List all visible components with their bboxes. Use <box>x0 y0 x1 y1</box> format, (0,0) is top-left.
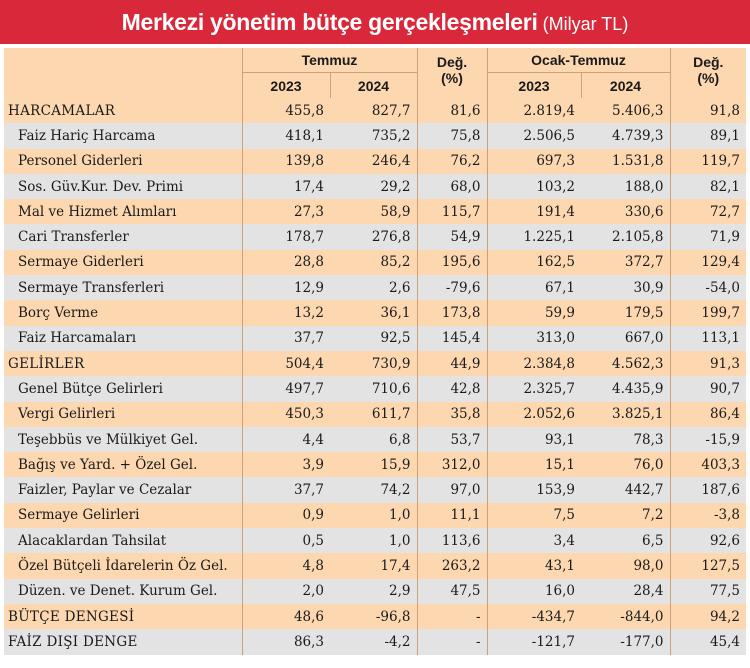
cell-t23: 37,7 <box>242 477 330 502</box>
cell-o24: 6,5 <box>581 528 670 553</box>
year-header-2023: 2023 <box>487 73 581 99</box>
cell-tc: 195,6 <box>417 250 487 275</box>
cell-t24: 29,2 <box>330 174 417 199</box>
change-header-ocak-temmuz <box>670 48 746 98</box>
cell-o23: 2.384,8 <box>487 351 581 376</box>
cell-o24: 442,7 <box>581 477 670 502</box>
cell-tc: 68,0 <box>417 174 487 199</box>
cell-t24: 6,8 <box>330 427 417 452</box>
cell-tc: 44,9 <box>417 351 487 376</box>
table-row <box>4 199 746 224</box>
cell-o23: 1.225,1 <box>487 224 581 249</box>
row-label: Bağış ve Yard. + Özel Gel. <box>4 452 242 477</box>
row-label: Cari Transferler <box>4 224 242 249</box>
table-row <box>4 528 746 553</box>
table-row <box>4 250 746 275</box>
cell-t23: 37,7 <box>242 326 330 351</box>
row-label: Sermaye Transferleri <box>4 275 242 300</box>
table-body <box>4 98 746 655</box>
cell-o24: 1.531,8 <box>581 149 670 174</box>
cell-o23: 162,5 <box>487 250 581 275</box>
cell-o23: 67,1 <box>487 275 581 300</box>
cell-oc: 71,9 <box>670 224 746 249</box>
cell-tc: 76,2 <box>417 149 487 174</box>
row-label: Özel Bütçeli İdarelerin Öz Gel. <box>4 553 242 578</box>
cell-tc: 11,1 <box>417 503 487 528</box>
cell-t24: 827,7 <box>330 98 417 123</box>
cell-o24: 98,0 <box>581 553 670 578</box>
cell-o24: -177,0 <box>581 629 670 654</box>
cell-t24: 2,6 <box>330 275 417 300</box>
title-unit: (Milyar TL) <box>542 14 629 34</box>
cell-oc: 92,6 <box>670 528 746 553</box>
cell-o23: 7,5 <box>487 503 581 528</box>
table-row <box>4 376 746 401</box>
page-title <box>0 0 750 44</box>
cell-t23: 497,7 <box>242 376 330 401</box>
cell-o24: 372,7 <box>581 250 670 275</box>
row-label: Düzen. ve Denet. Kurum Gel. <box>4 579 242 604</box>
table-row <box>4 149 746 174</box>
cell-t24: 17,4 <box>330 553 417 578</box>
cell-o23: 2.325,7 <box>487 376 581 401</box>
cell-t23: 455,8 <box>242 98 330 123</box>
cell-o24: 7,2 <box>581 503 670 528</box>
cell-t23: 48,6 <box>242 604 330 629</box>
row-label: Faiz Hariç Harcama <box>4 123 242 148</box>
cell-tc: 47,5 <box>417 579 487 604</box>
cell-o23: 43,1 <box>487 553 581 578</box>
cell-oc: 187,6 <box>670 477 746 502</box>
cell-oc: 82,1 <box>670 174 746 199</box>
year-header-2024: 2024 <box>581 73 670 99</box>
cell-tc: 42,8 <box>417 376 487 401</box>
cell-t23: 3,9 <box>242 452 330 477</box>
cell-o24: 78,3 <box>581 427 670 452</box>
change-header-label: Değ. <box>693 54 724 70</box>
cell-t24: 58,9 <box>330 199 417 224</box>
table-row <box>4 553 746 578</box>
cell-t23: 28,8 <box>242 250 330 275</box>
row-label: Alacaklardan Tahsilat <box>4 528 242 553</box>
cell-t23: 12,9 <box>242 275 330 300</box>
cell-t23: 0,5 <box>242 528 330 553</box>
cell-oc: 91,3 <box>670 351 746 376</box>
cell-oc: 119,7 <box>670 149 746 174</box>
cell-oc: 129,4 <box>670 250 746 275</box>
change-header-temmuz <box>417 48 487 98</box>
title-main: Merkezi yönetim bütçe gerçekleşmeleri <box>121 9 538 35</box>
group-header-ocak-temmuz: Ocak-Temmuz <box>487 48 670 73</box>
cell-t24: 735,2 <box>330 123 417 148</box>
table-row <box>4 402 746 427</box>
cell-tc: -79,6 <box>417 275 487 300</box>
cell-t23: 4,8 <box>242 553 330 578</box>
cell-t24: -96,8 <box>330 604 417 629</box>
cell-o23: 153,9 <box>487 477 581 502</box>
cell-o24: 5.406,3 <box>581 98 670 123</box>
cell-o23: -434,7 <box>487 604 581 629</box>
table-row <box>4 174 746 199</box>
cell-oc: -15,9 <box>670 427 746 452</box>
cell-oc: 77,5 <box>670 579 746 604</box>
cell-o23: 2.052,6 <box>487 402 581 427</box>
cell-o23: -121,7 <box>487 629 581 654</box>
cell-t23: 504,4 <box>242 351 330 376</box>
cell-t24: 1,0 <box>330 503 417 528</box>
cell-t24: 85,2 <box>330 250 417 275</box>
cell-oc: 127,5 <box>670 553 746 578</box>
cell-o24: 4.739,3 <box>581 123 670 148</box>
cell-o24: 28,4 <box>581 579 670 604</box>
cell-t24: -4,2 <box>330 629 417 654</box>
cell-tc: 53,7 <box>417 427 487 452</box>
cell-o23: 697,3 <box>487 149 581 174</box>
row-label: Borç Verme <box>4 300 242 325</box>
cell-t24: 74,2 <box>330 477 417 502</box>
cell-o23: 313,0 <box>487 326 581 351</box>
cell-oc: 86,4 <box>670 402 746 427</box>
table-row <box>4 579 746 604</box>
cell-t23: 17,4 <box>242 174 330 199</box>
table-row <box>4 629 746 654</box>
change-header-unit: (%) <box>697 70 720 86</box>
cell-t24: 2,9 <box>330 579 417 604</box>
cell-t23: 2,0 <box>242 579 330 604</box>
cell-tc: 115,7 <box>417 199 487 224</box>
cell-o24: 188,0 <box>581 174 670 199</box>
cell-oc: 72,7 <box>670 199 746 224</box>
cell-tc: 263,2 <box>417 553 487 578</box>
cell-oc: 90,7 <box>670 376 746 401</box>
table-row <box>4 477 746 502</box>
year-header-2024: 2024 <box>330 73 417 99</box>
table-row <box>4 452 746 477</box>
cell-t24: 92,5 <box>330 326 417 351</box>
label-header-cell <box>4 48 242 98</box>
row-label: Sermaye Giderleri <box>4 250 242 275</box>
cell-o24: 667,0 <box>581 326 670 351</box>
change-header-label: Değ. <box>436 54 468 70</box>
row-label: Vergi Gelirleri <box>4 402 242 427</box>
cell-o23: 191,4 <box>487 199 581 224</box>
year-header-2023: 2023 <box>242 73 330 99</box>
row-label: Faiz Harcamaları <box>4 326 242 351</box>
row-label: Mal ve Hizmet Alımları <box>4 199 242 224</box>
cell-t24: 246,4 <box>330 149 417 174</box>
row-label: HARCAMALAR <box>4 98 242 123</box>
cell-tc: 312,0 <box>417 452 487 477</box>
change-header-unit: (%) <box>441 70 463 86</box>
cell-oc: 94,2 <box>670 604 746 629</box>
cell-t23: 178,7 <box>242 224 330 249</box>
table-row <box>4 351 746 376</box>
cell-t23: 418,1 <box>242 123 330 148</box>
cell-o24: -844,0 <box>581 604 670 629</box>
cell-t24: 710,6 <box>330 376 417 401</box>
cell-o23: 59,9 <box>487 300 581 325</box>
table-row <box>4 224 746 249</box>
cell-o24: 30,9 <box>581 275 670 300</box>
cell-o23: 2.506,5 <box>487 123 581 148</box>
cell-oc: -3,8 <box>670 503 746 528</box>
budget-table <box>4 48 746 655</box>
cell-o23: 103,2 <box>487 174 581 199</box>
cell-o24: 179,5 <box>581 300 670 325</box>
cell-oc: 45,4 <box>670 629 746 654</box>
cell-oc: -54,0 <box>670 275 746 300</box>
row-label: FAİZ DIŞI DENGE <box>4 629 242 654</box>
cell-tc: - <box>417 604 487 629</box>
table-row <box>4 300 746 325</box>
cell-tc: 75,8 <box>417 123 487 148</box>
cell-o23: 93,1 <box>487 427 581 452</box>
cell-o24: 4.562,3 <box>581 351 670 376</box>
cell-o24: 4.435,9 <box>581 376 670 401</box>
cell-o24: 3.825,1 <box>581 402 670 427</box>
cell-tc: - <box>417 629 487 654</box>
cell-o24: 2.105,8 <box>581 224 670 249</box>
cell-t23: 13,2 <box>242 300 330 325</box>
cell-t24: 730,9 <box>330 351 417 376</box>
cell-tc: 35,8 <box>417 402 487 427</box>
row-label: Sermaye Gelirleri <box>4 503 242 528</box>
cell-o24: 330,6 <box>581 199 670 224</box>
cell-t23: 4,4 <box>242 427 330 452</box>
cell-tc: 173,8 <box>417 300 487 325</box>
table-row <box>4 326 746 351</box>
table-row <box>4 275 746 300</box>
cell-o23: 3,4 <box>487 528 581 553</box>
cell-t24: 611,7 <box>330 402 417 427</box>
cell-tc: 97,0 <box>417 477 487 502</box>
cell-t24: 36,1 <box>330 300 417 325</box>
cell-oc: 113,1 <box>670 326 746 351</box>
cell-oc: 403,3 <box>670 452 746 477</box>
row-label: GELİRLER <box>4 351 242 376</box>
table-row <box>4 98 746 123</box>
cell-oc: 199,7 <box>670 300 746 325</box>
cell-oc: 89,1 <box>670 123 746 148</box>
cell-t23: 27,3 <box>242 199 330 224</box>
cell-o23: 15,1 <box>487 452 581 477</box>
row-label: Genel Bütçe Gelirleri <box>4 376 242 401</box>
row-label: Personel Giderleri <box>4 149 242 174</box>
cell-t24: 1,0 <box>330 528 417 553</box>
cell-tc: 54,9 <box>417 224 487 249</box>
cell-tc: 113,6 <box>417 528 487 553</box>
row-label: Teşebbüs ve Mülkiyet Gel. <box>4 427 242 452</box>
cell-t23: 450,3 <box>242 402 330 427</box>
table-row <box>4 123 746 148</box>
table-row <box>4 427 746 452</box>
cell-t23: 86,3 <box>242 629 330 654</box>
cell-o23: 16,0 <box>487 579 581 604</box>
cell-tc: 81,6 <box>417 98 487 123</box>
cell-t23: 139,8 <box>242 149 330 174</box>
table-row <box>4 604 746 629</box>
row-label: Sos. Güv.Kur. Dev. Primi <box>4 174 242 199</box>
row-label: BÜTÇE DENGESİ <box>4 604 242 629</box>
cell-o23: 2.819,4 <box>487 98 581 123</box>
cell-oc: 91,8 <box>670 98 746 123</box>
table-row <box>4 503 746 528</box>
group-header-temmuz: Temmuz <box>242 48 417 73</box>
cell-t24: 15,9 <box>330 452 417 477</box>
cell-o24: 76,0 <box>581 452 670 477</box>
cell-t24: 276,8 <box>330 224 417 249</box>
cell-t23: 0,9 <box>242 503 330 528</box>
row-label: Faizler, Paylar ve Cezalar <box>4 477 242 502</box>
cell-tc: 145,4 <box>417 326 487 351</box>
